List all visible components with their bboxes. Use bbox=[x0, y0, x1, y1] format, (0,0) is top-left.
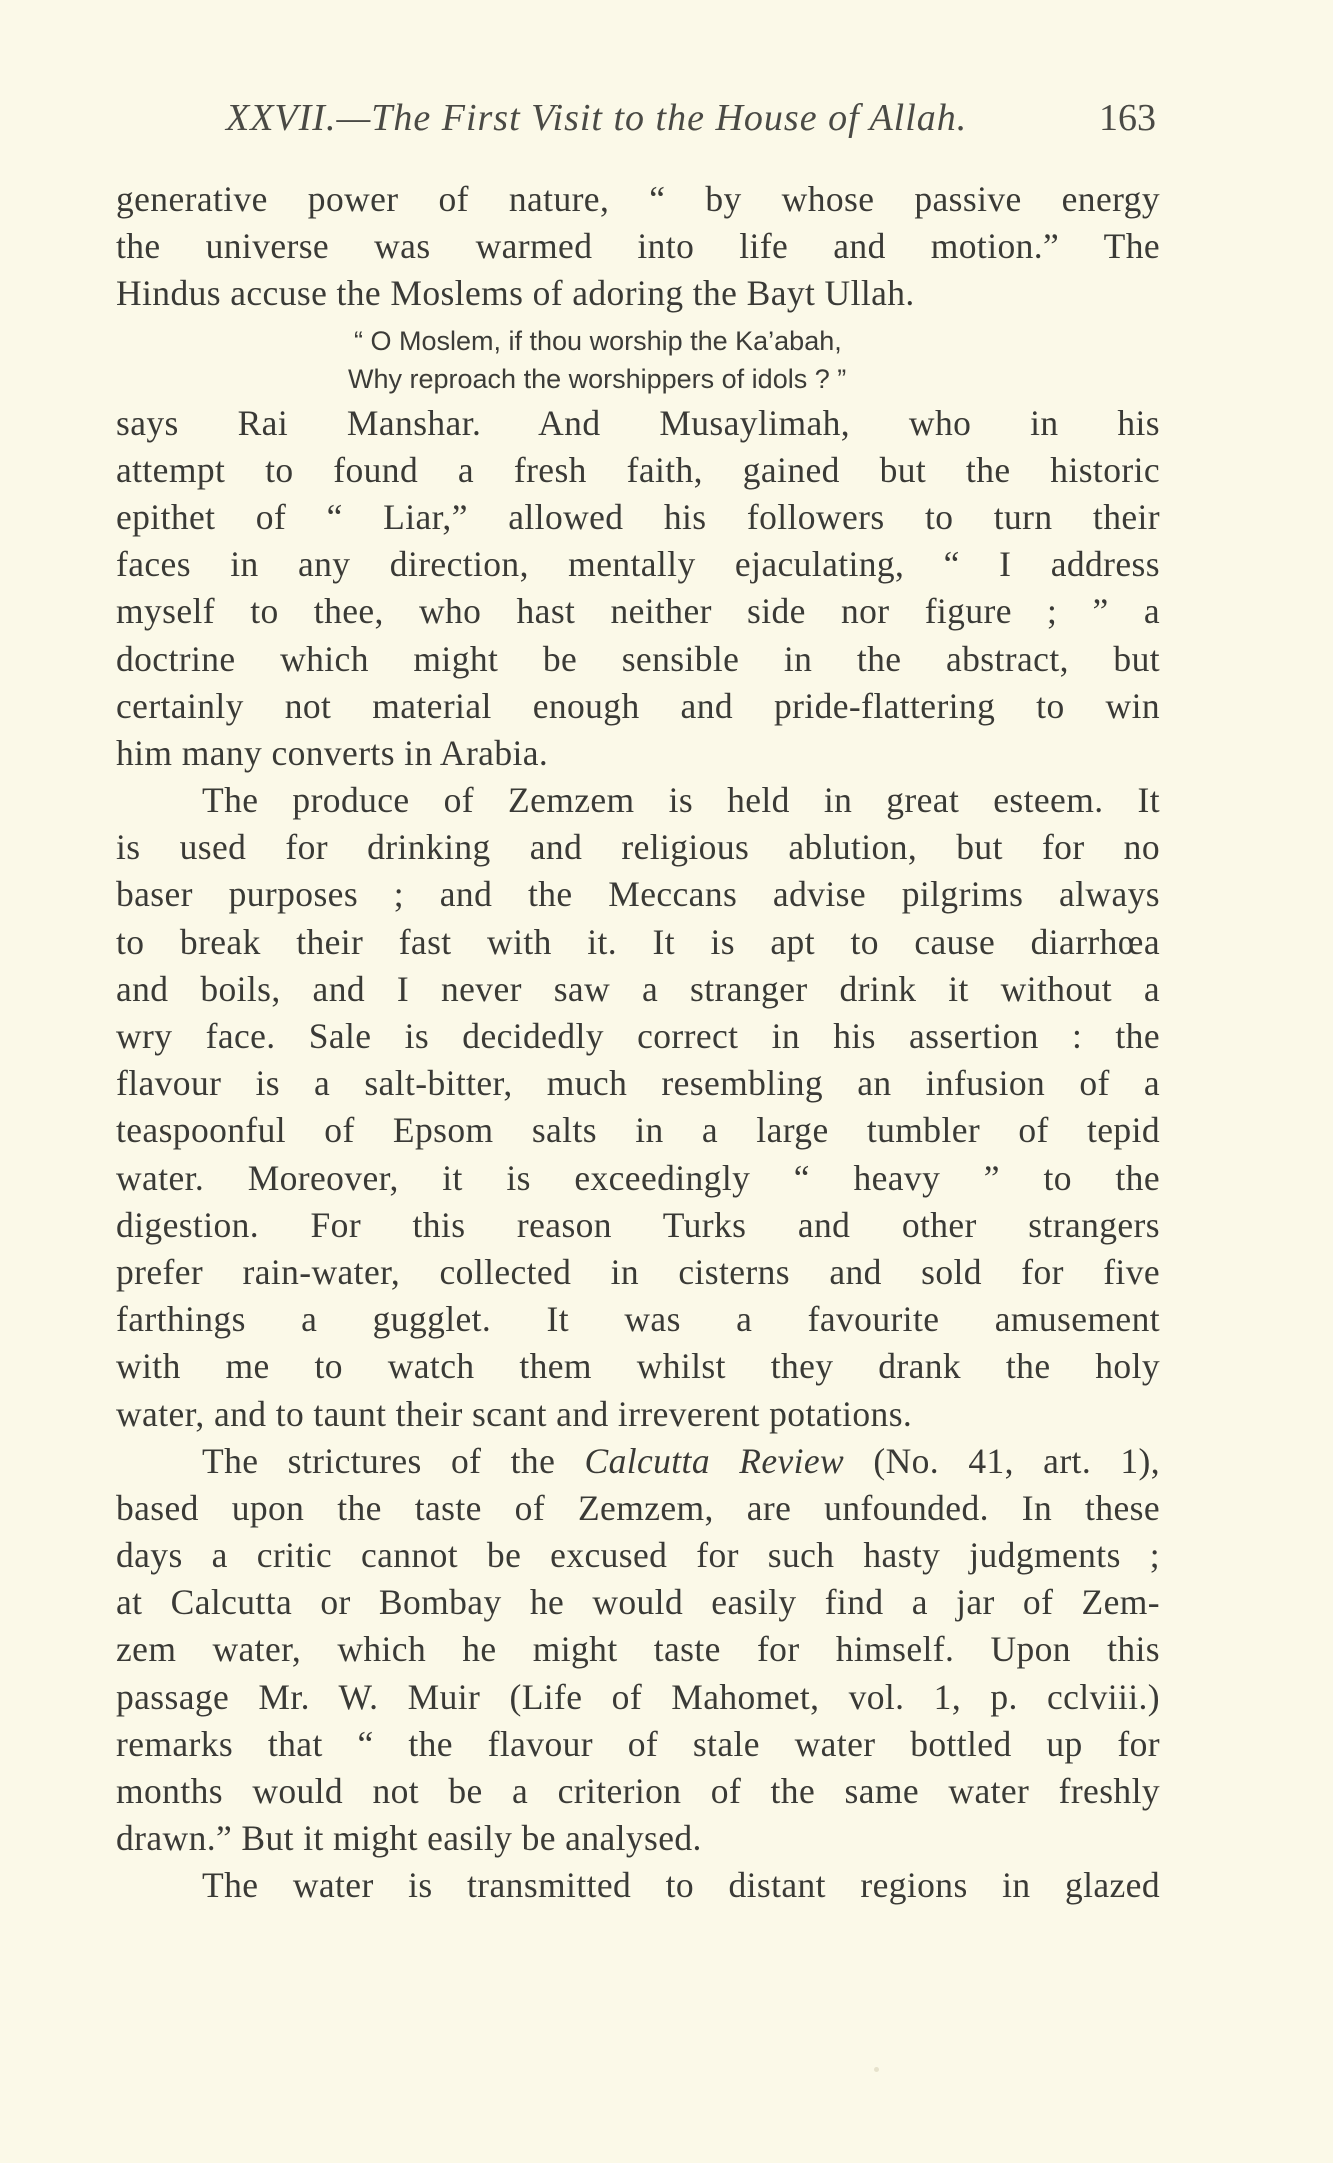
text-line: to break their fast with it. It is apt to cause diarrhœa bbox=[116, 921, 1160, 962]
text-line: with me to watch them whilst they drank the holy bbox=[116, 1346, 1160, 1387]
text-line: water. Moreover, it is exceedingly “ heavy ” to the bbox=[116, 1157, 1160, 1198]
verse-line: “ O Moslem, if thou worship the Ka’abah, bbox=[354, 325, 842, 356]
text-line: based upon the taste of Zemzem, are unfounded. In these bbox=[116, 1487, 1160, 1528]
paper-speck bbox=[874, 2067, 879, 2072]
text-line: faces in any direction, mentally ejaculating, “ I address bbox=[116, 544, 1160, 585]
text-line: certainly not material enough and pride-flattering to win bbox=[116, 685, 1160, 726]
text-line: zem water, which he might taste for himself. Upon this bbox=[116, 1629, 1160, 1670]
text-line: farthings a gugglet. It was a favourite amusement bbox=[116, 1299, 1160, 1340]
text-line: prefer rain-water, collected in cisterns and sold for five bbox=[116, 1251, 1160, 1292]
running-head: XXVII.—The First Visit to the House of Allah. bbox=[226, 97, 968, 139]
text-line: passage Mr. W. Muir (Life of Mahomet, vol. 1, p. cclviii.) bbox=[116, 1676, 1160, 1717]
page-header bbox=[0, 96, 1333, 156]
text-line: doctrine which might be sensible in the abstract, but bbox=[116, 638, 1160, 679]
text-line: The water is transmitted to distant regions in glazed bbox=[202, 1865, 1160, 1906]
text-line: drawn.” But it might easily be analysed. bbox=[116, 1818, 702, 1859]
text-line: flavour is a salt-bitter, much resembling an infusion of a bbox=[116, 1063, 1160, 1104]
text-line: teaspoonful of Epsom salts in a large tumbler of tepid bbox=[116, 1110, 1160, 1151]
text-segment: (No. 41, art. 1), bbox=[844, 1440, 1160, 1481]
text-line: says Rai Manshar. And Musaylimah, who in his bbox=[116, 402, 1160, 443]
text-line: baser purposes ; and the Meccans advise pilgrims always bbox=[116, 874, 1160, 915]
text-line: water, and to taunt their scant and irreverent potations. bbox=[116, 1393, 913, 1434]
text-line: remarks that “ the flavour of stale water bottled up for bbox=[116, 1723, 1160, 1764]
italic-title: Calcutta Review bbox=[584, 1440, 845, 1481]
text-line: myself to thee, who hast neither side nor figure ; ” a bbox=[116, 591, 1160, 632]
text-line: wry face. Sale is decidedly correct in his assertion : the bbox=[116, 1016, 1160, 1056]
text-line: at Calcutta or Bombay he would easily find a jar of Zem- bbox=[116, 1582, 1160, 1623]
text-line bbox=[116, 1438, 1160, 1485]
text-line: epithet of “ Liar,” allowed his followers to turn their bbox=[116, 496, 1160, 537]
text-line: and boils, and I never saw a stranger drink it without a bbox=[116, 968, 1160, 1009]
text-segment: The strictures of the bbox=[202, 1440, 585, 1481]
text-line: days a critic cannot be excused for such hasty judgments ; bbox=[116, 1535, 1160, 1576]
text-line: digestion. For this reason Turks and other strangers bbox=[116, 1204, 1160, 1245]
text-line: Hindus accuse the Moslems of adoring the Bayt Ullah. bbox=[116, 273, 915, 314]
text-line: generative power of nature, “ by whose passive energy bbox=[116, 179, 1160, 219]
text-line: is used for drinking and religious ablution, but for no bbox=[116, 827, 1160, 868]
text-line: him many converts in Arabia. bbox=[116, 732, 549, 773]
page-number: 163 bbox=[1099, 97, 1156, 139]
text-line: the universe was warmed into life and motion.” The bbox=[116, 226, 1160, 267]
verse-line: Why reproach the worshippers of idols ? ” bbox=[348, 363, 847, 394]
text-line: months would not be a criterion of the same water freshly bbox=[116, 1771, 1160, 1811]
body-text bbox=[116, 176, 1160, 1910]
text-line: The produce of Zemzem is held in great esteem. It bbox=[202, 780, 1160, 821]
text-line: attempt to found a fresh faith, gained but the historic bbox=[116, 449, 1160, 490]
